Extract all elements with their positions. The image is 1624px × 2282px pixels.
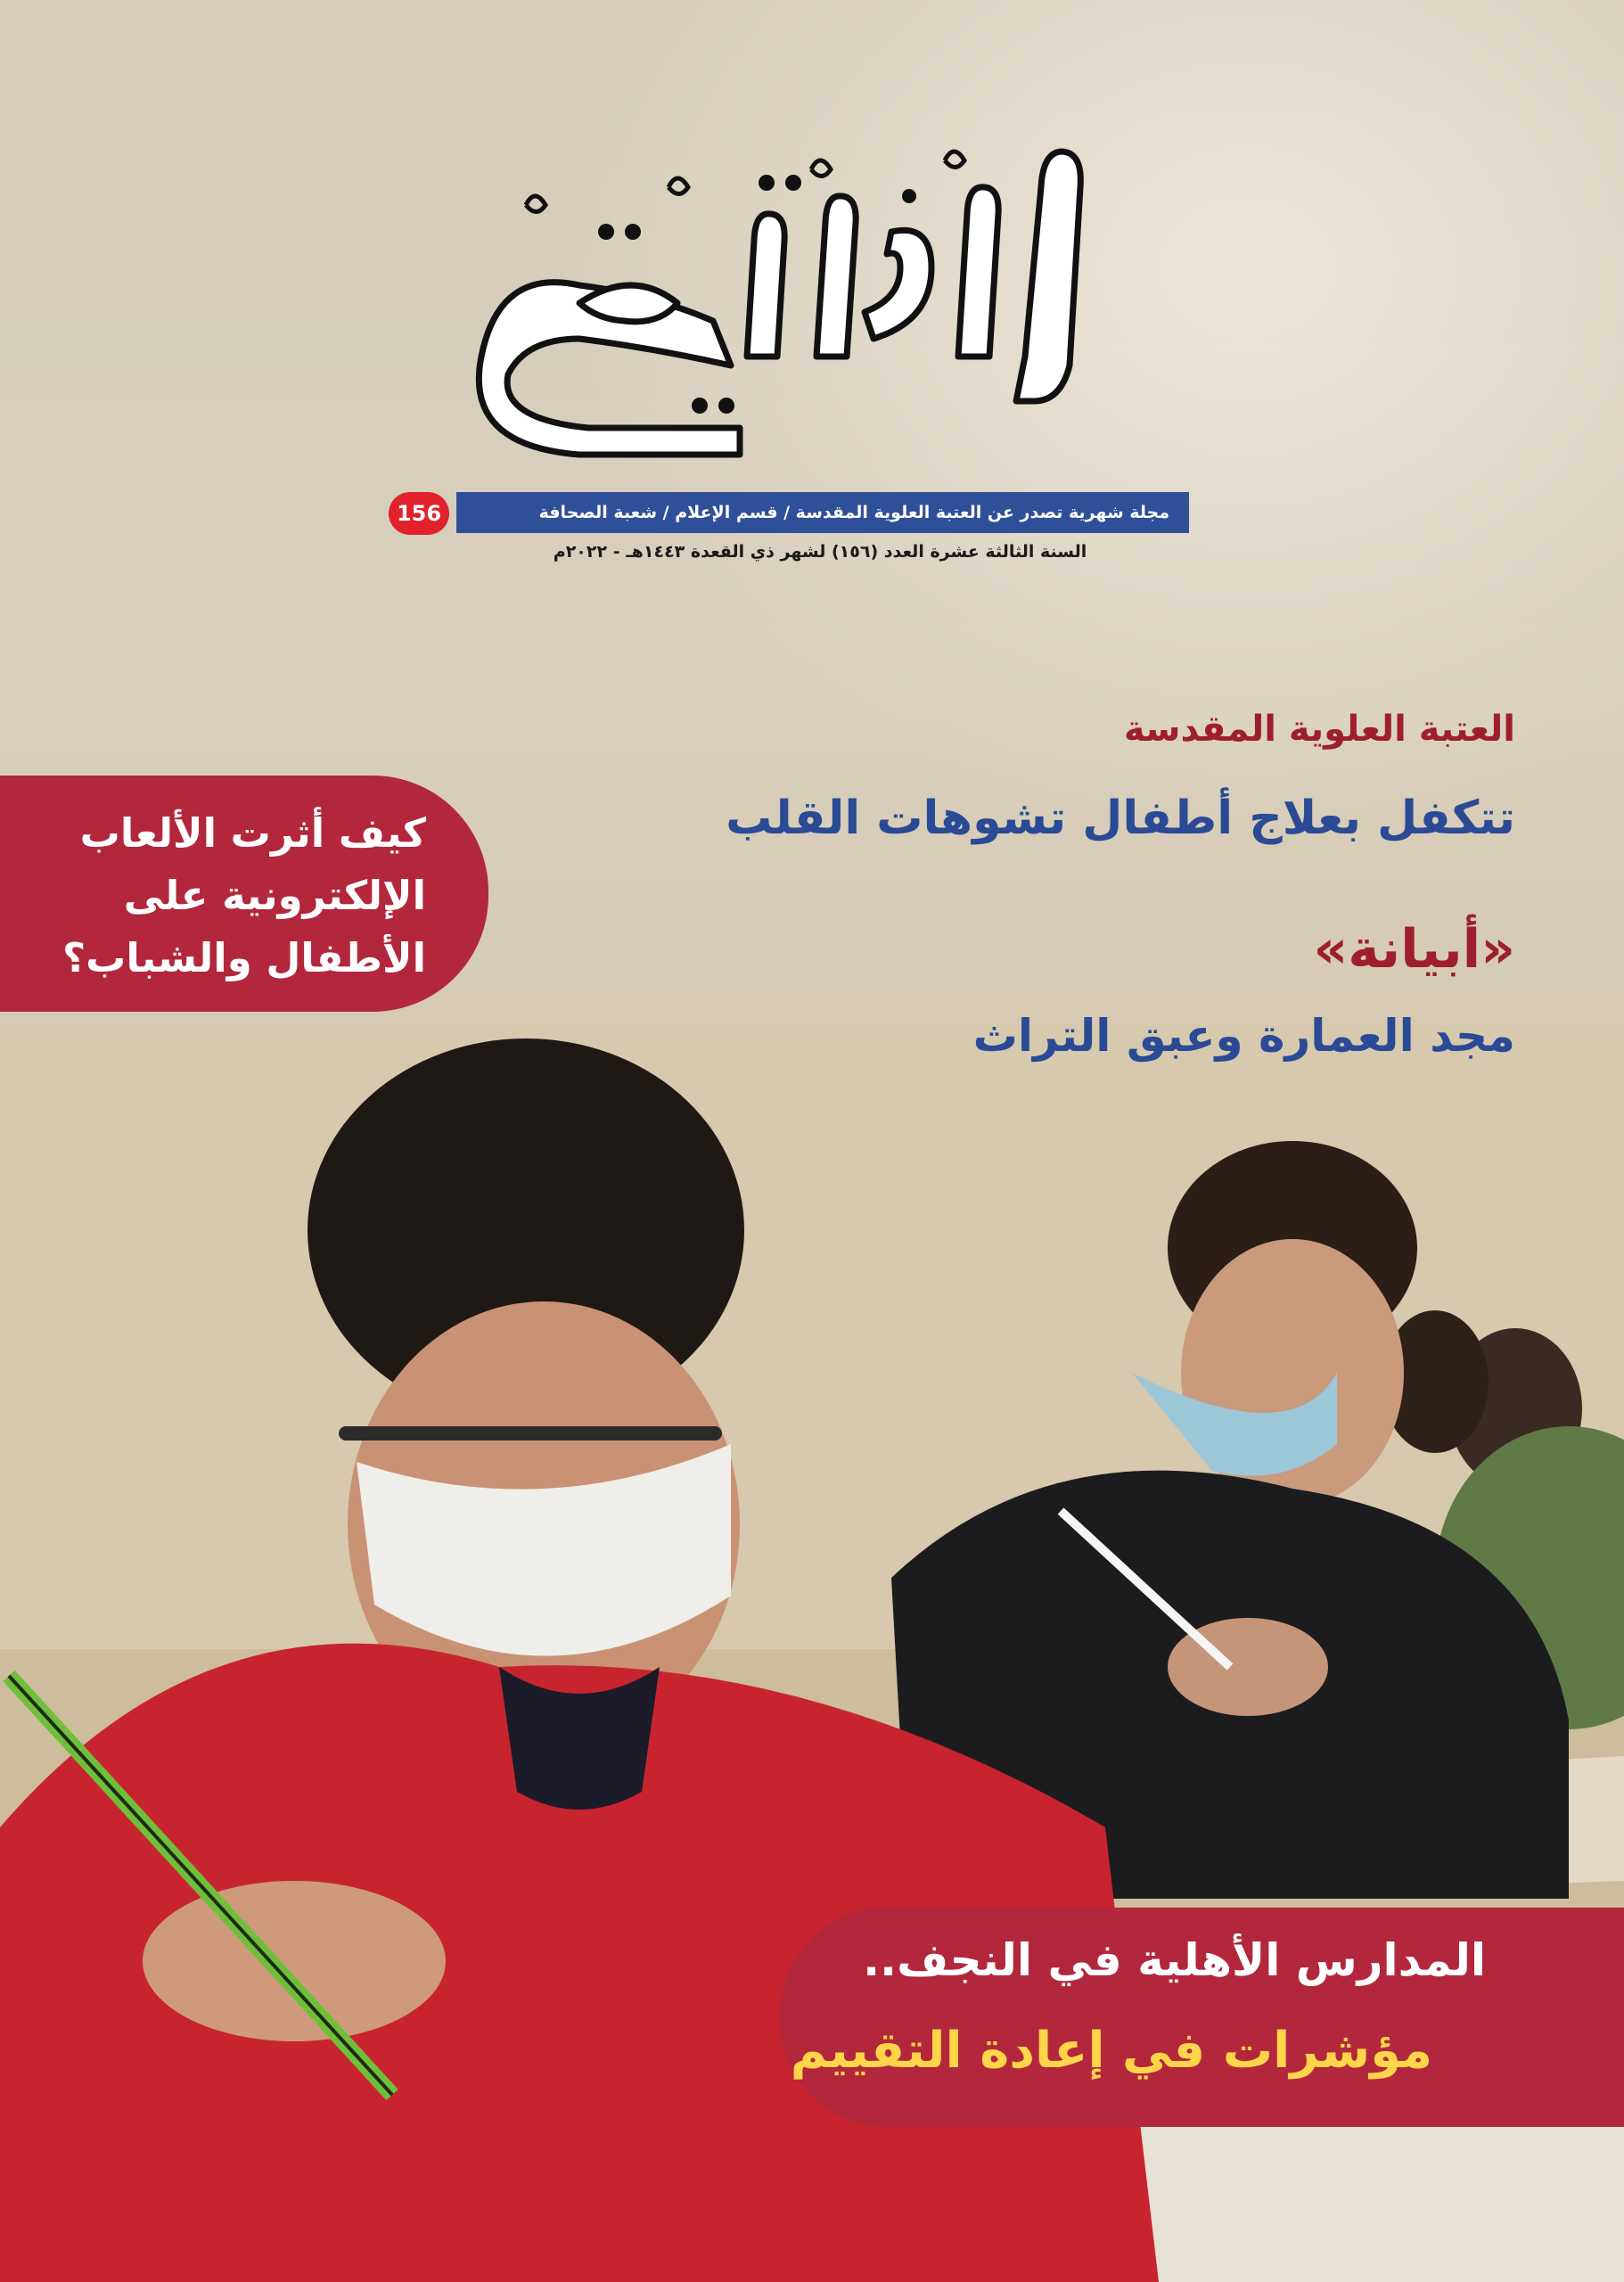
games-feature-text — [52, 802, 426, 989]
issue-date-line: السنة الثالثة عشرة العدد (١٥٦) لشهر ذي القعدة ١٤٤٣هـ - ٢٠٢٢م — [553, 542, 1087, 562]
games-feature-box — [0, 776, 488, 1012]
abyana-headline: «أبيانة» — [1313, 918, 1515, 981]
games-feature-line: الأطفال والشباب؟ — [62, 934, 426, 981]
calligraphy-logo-icon — [446, 134, 1123, 472]
heart-children-headline: تتكفل بعلاج أطفال تشوهات القلب — [726, 792, 1515, 845]
schools-feature-subtitle: مؤشرات في إعادة التقييم — [790, 2022, 1432, 2080]
games-feature-line: الإلكترونية على — [123, 872, 426, 919]
publisher-strip: مجلة شهرية تصدر عن العتبة العلوية المقدسة / قسم الإعلام / شعبة الصحافة — [456, 492, 1189, 533]
kicker-headline: العتبة العلوية المقدسة — [1123, 709, 1515, 750]
issue-number-badge: 156 — [389, 492, 449, 535]
abyana-subheadline: مجد العمارة وعبق التراث — [972, 1010, 1515, 1062]
schools-feature-box — [780, 1908, 1624, 2127]
schools-feature-title: المدارس الأهلية في النجف.. — [863, 1934, 1486, 1986]
games-feature-line: كيف أثرت الألعاب — [79, 809, 426, 857]
